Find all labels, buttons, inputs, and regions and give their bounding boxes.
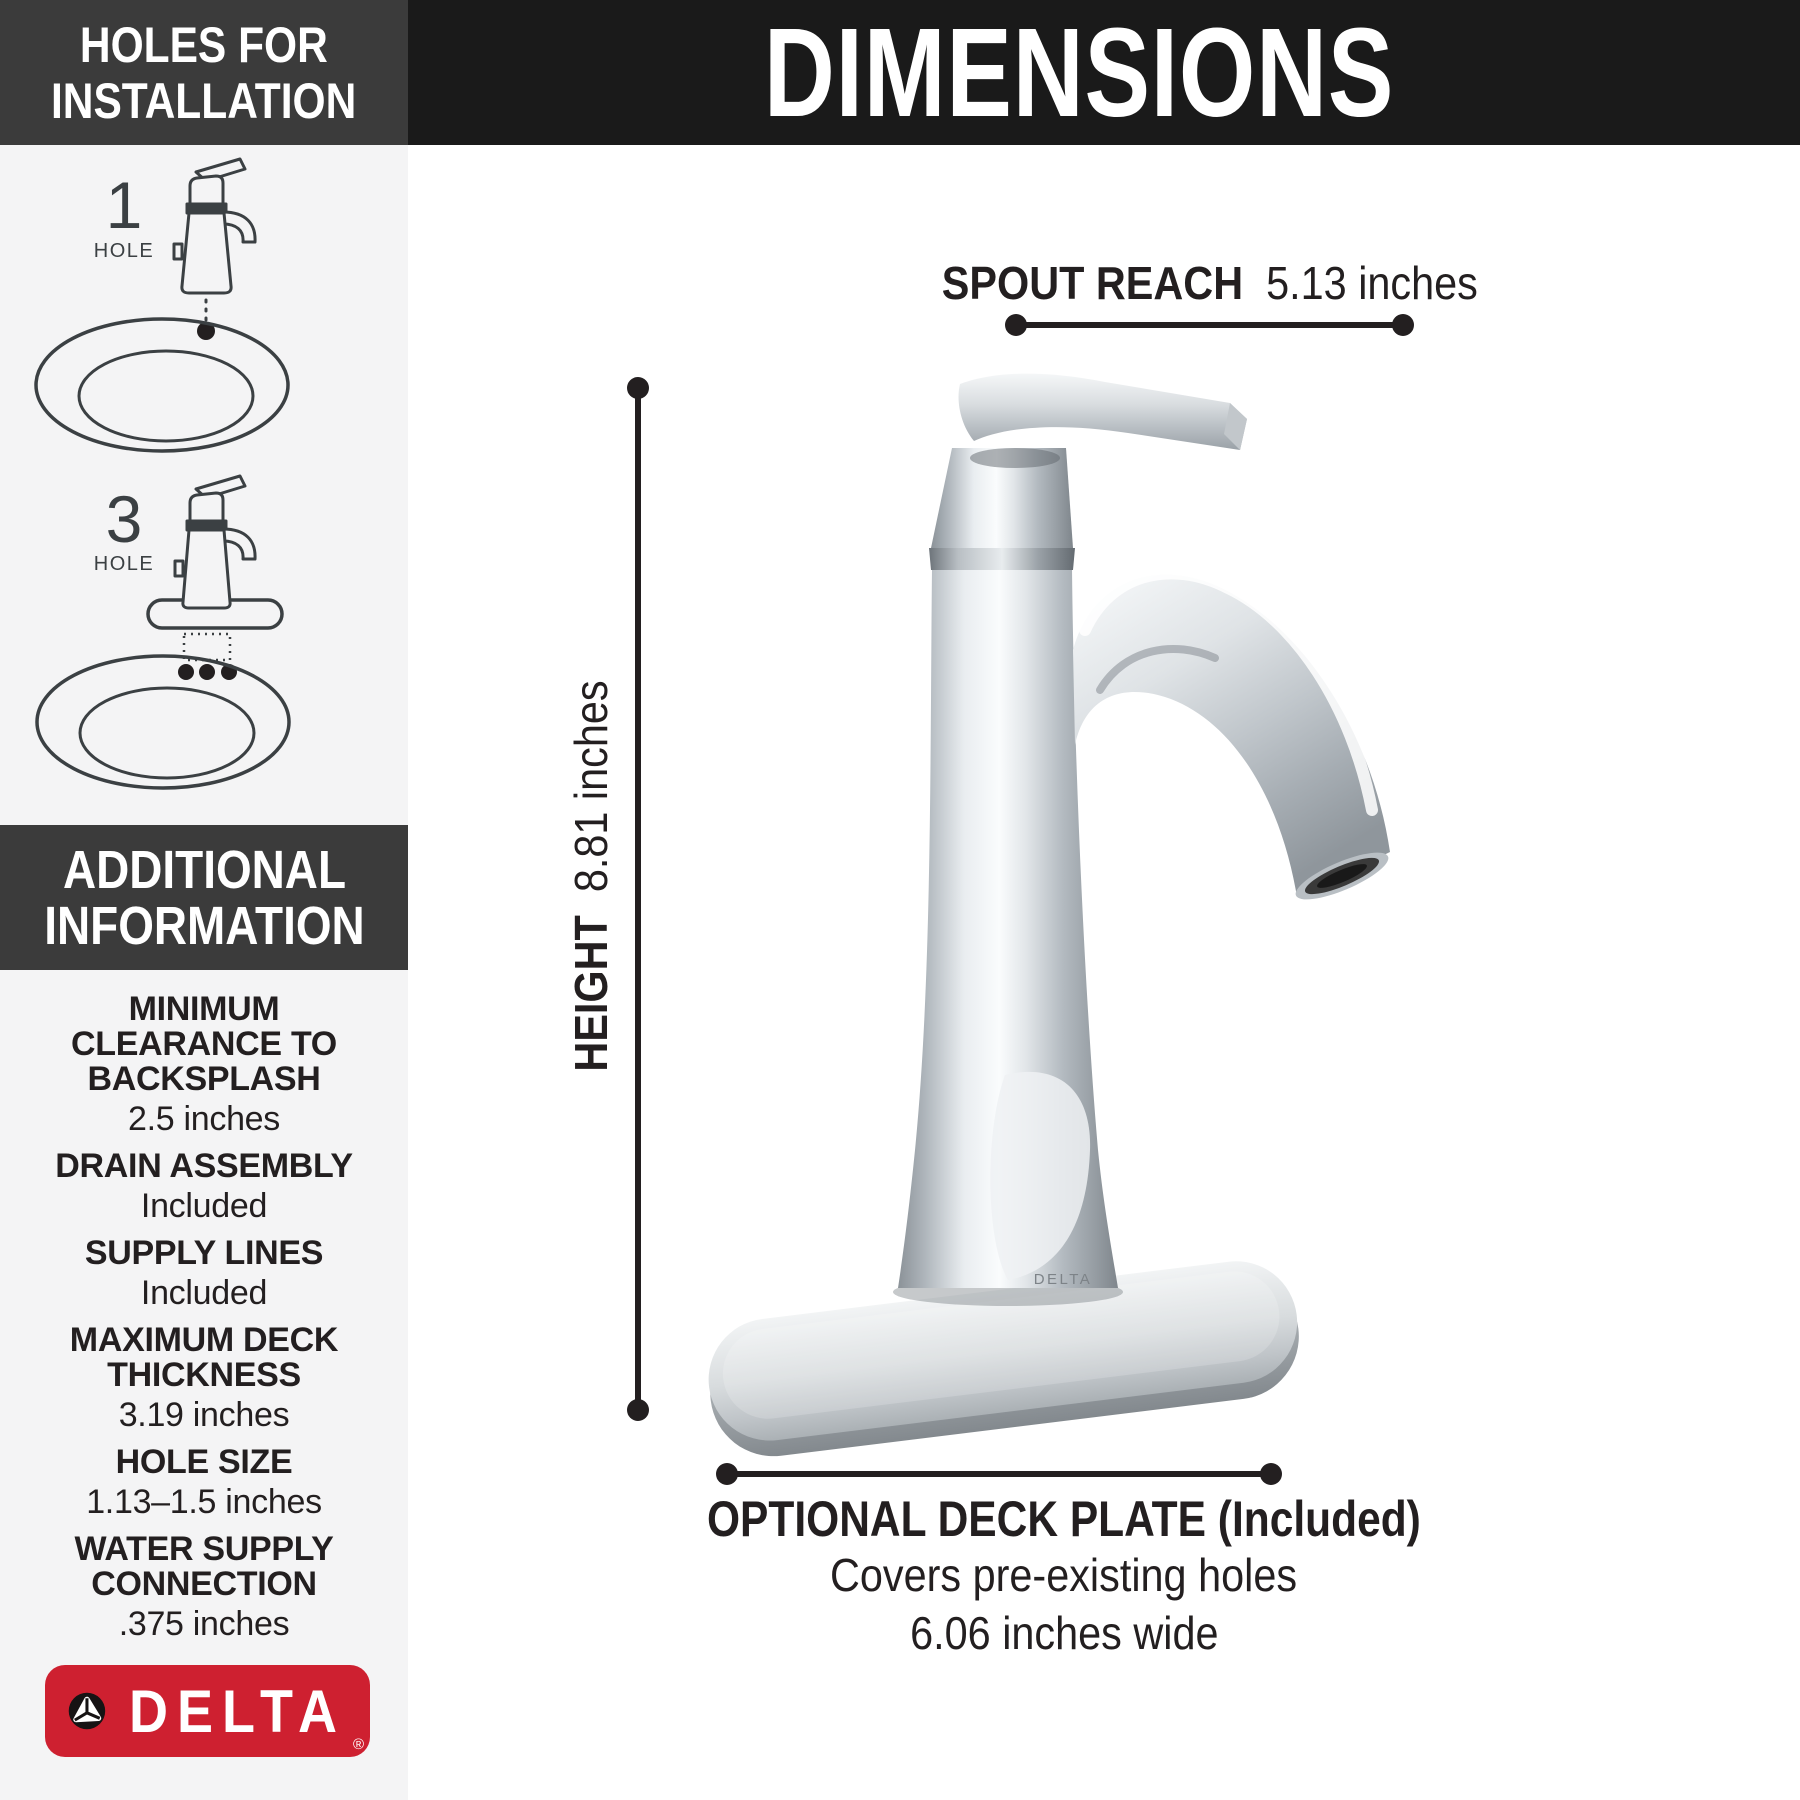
lever-handle: [959, 374, 1247, 450]
cap-shadow: [970, 448, 1060, 468]
spec-value: 3.19 inches: [118, 1396, 290, 1434]
spout-reach-dimension-line: [1005, 314, 1414, 336]
spout-reach-value: 5.13 inches: [1266, 257, 1479, 309]
three-hole-label: HOLE: [93, 553, 155, 575]
deck-plate-line3: 6.06 inches wide: [909, 1607, 1219, 1659]
height-value: 8.81 inches: [565, 680, 617, 893]
one-hole-number: 1: [105, 168, 143, 242]
collar-ring: [929, 548, 1075, 570]
one-hole-label: HOLE: [93, 240, 155, 262]
spec-label: DRAIN ASSEMBLY: [55, 1147, 353, 1185]
deck-plate-line2: Covers pre-existing holes: [830, 1549, 1298, 1601]
faucet-spout: [1073, 575, 1390, 897]
spec-label: MAXIMUM DECK THICKNESS: [69, 1321, 339, 1394]
height-title: HEIGHT: [565, 915, 617, 1072]
info-header-line2: INFORMATION: [43, 895, 365, 956]
spec-label: SUPPLY LINES: [84, 1234, 324, 1272]
spout-reach-title: SPOUT REACH: [941, 257, 1244, 309]
deck-plate-caption: [458, 1492, 1670, 1662]
spec-value: 2.5 inches: [128, 1100, 280, 1138]
info-header-line1: ADDITIONAL: [62, 839, 346, 900]
spec-value: Included: [140, 1274, 268, 1312]
spec-value: .375 inches: [118, 1605, 290, 1643]
spec-label: HOLE SIZE: [115, 1443, 293, 1481]
delta-wordmark: DELTA: [128, 1677, 346, 1745]
spout-reach-label: [910, 256, 1510, 310]
height-label: [564, 659, 618, 1094]
three-hole-number: 3: [105, 482, 143, 556]
spec-value: Included: [140, 1187, 268, 1225]
spec-value: 1.13–1.5 inches: [86, 1483, 322, 1521]
spec-label: MINIMUM CLEARANCE TO BACKSPLASH: [71, 990, 337, 1098]
deck-plate-dimension-line: [716, 1463, 1282, 1485]
faucet-photo: [898, 374, 1393, 1288]
header-line2: INSTALLATION: [51, 72, 357, 129]
height-dimension-line: [627, 377, 649, 1421]
spec-label: WATER SUPPLY CONNECTION: [74, 1530, 334, 1603]
deck-plate-heading: OPTIONAL DECK PLATE (Included): [707, 1491, 1421, 1547]
faucet-brand-engraving: DELTA: [1033, 1271, 1093, 1288]
registered-mark: ®: [352, 1736, 364, 1753]
page-title: DIMENSIONS: [763, 2, 1395, 143]
header-line1: HOLES FOR: [80, 16, 328, 73]
